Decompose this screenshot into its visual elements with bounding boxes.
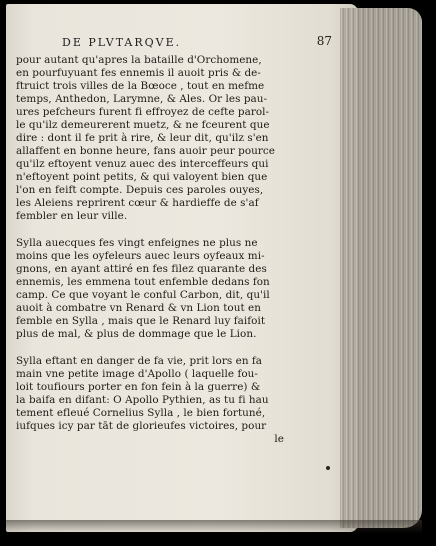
text-line: le qu'ilz demeurerent muetz, & ne fceurent que bbox=[16, 119, 270, 131]
ink-speck bbox=[326, 466, 330, 470]
text-line: temps, Anthedon, Larymne, & Ales. Or les pau- bbox=[16, 93, 268, 105]
text-line: l'on en feift compte. Depuis ces paroles ouyes, bbox=[16, 184, 264, 196]
text-line: auoit à combatre vn Renard & vn Lion tout en bbox=[16, 302, 261, 314]
page-header bbox=[62, 36, 332, 52]
text-line: iufques icy par tāt de glorieufes victoires, pour bbox=[16, 420, 267, 432]
page-shadow bbox=[6, 520, 422, 534]
page-fore-edge bbox=[340, 8, 422, 528]
text-line: fembler en leur ville. bbox=[16, 210, 128, 222]
page-number: 87 bbox=[316, 34, 332, 48]
running-head: DE PLVTARQVE. bbox=[62, 36, 182, 49]
text-line: tement efleué Cornelius Sylla , le bien fortuné, bbox=[16, 407, 266, 419]
text-line: ftruict trois villes de la Bœoce , tout en mefme bbox=[16, 80, 265, 92]
catchword: le bbox=[274, 433, 284, 445]
text-line: ures pefcheurs furent fi effroyez de cefte parol- bbox=[16, 106, 270, 118]
text-line: n'eftoyent point petits, & qui valoyent bien que bbox=[16, 171, 268, 183]
text-line: la baifa en difant: O Apollo Pythien, as tu fi hau bbox=[16, 394, 269, 406]
text-line: plus de mal, & plus de dommage que le Lion. bbox=[16, 328, 257, 340]
text-line: moins que les oyfeleurs auec leurs oyfeaux mi- bbox=[16, 250, 265, 262]
paragraph bbox=[16, 355, 284, 446]
paragraph bbox=[16, 237, 284, 341]
text-line: pour autant qu'apres la bataille d'Orchomene, bbox=[16, 54, 262, 66]
text-line: dire : dont il fe prit à rire, & leur dit, qu'ilz s'en bbox=[16, 132, 269, 144]
text-line: gnons, en ayant attiré en fes filez quarante des bbox=[16, 263, 267, 275]
paragraph bbox=[16, 54, 284, 223]
text-line: en pourfuyuant fes ennemis il auoit pris & de- bbox=[16, 67, 261, 79]
text-line: les Aleiens reprirent cœur & hardieffe de s'af bbox=[16, 197, 259, 209]
text-line: qu'ilz eftoyent venuz auec des interceffeurs qui bbox=[16, 158, 269, 170]
text-line: Sylla eftant en danger de fa vie, prit lors en fa bbox=[16, 355, 263, 367]
text-line: loit toufiours porter en fon fein à la guerre) & bbox=[16, 381, 261, 393]
text-line: allaffent en bonne heure, fans auoir peur pource bbox=[16, 145, 275, 157]
text-line: Sylla auecques fes vingt enfeignes ne plus ne bbox=[16, 237, 258, 249]
text-line: ennemis, les emmena tout enfemble dedans fon bbox=[16, 276, 270, 288]
text-line: camp. Ce que voyant le conful Carbon, dit, qu'il bbox=[16, 289, 270, 301]
body-text bbox=[16, 54, 284, 446]
text-line: main vne petite image d'Apollo ( laquelle fou- bbox=[16, 368, 258, 380]
text-line: femble en Sylla , mais que le Renard luy faifoit bbox=[16, 315, 266, 327]
